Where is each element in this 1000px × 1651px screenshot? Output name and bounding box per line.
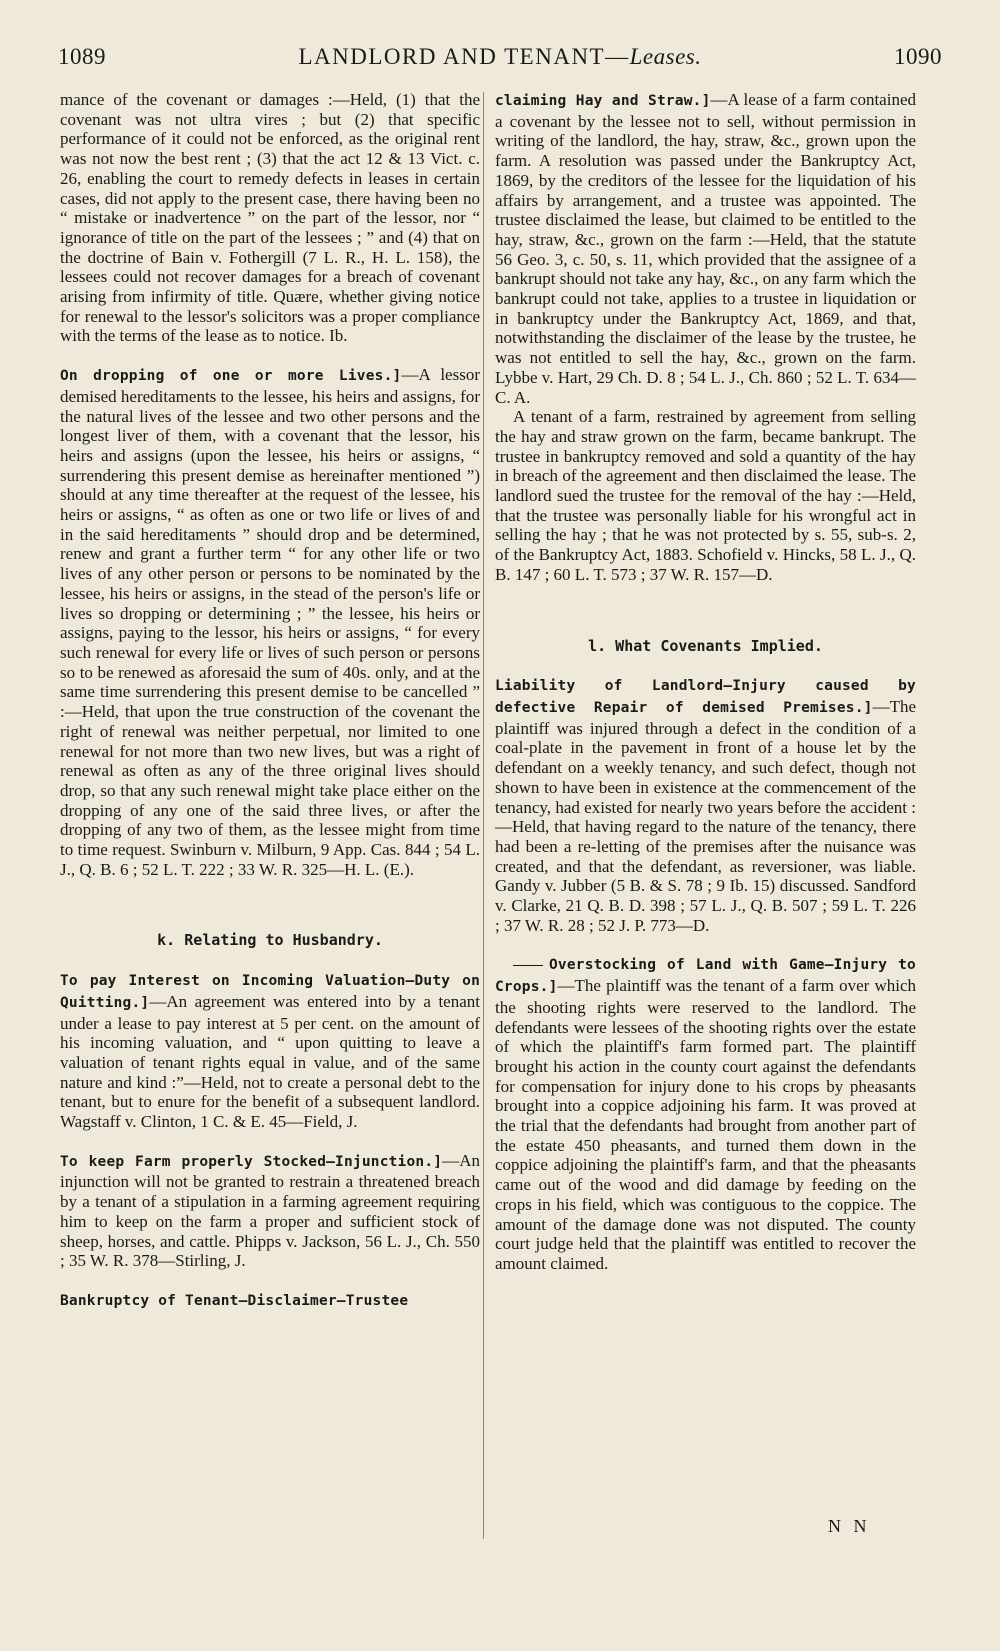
heading-hay: claiming Hay and Straw.] xyxy=(495,93,711,109)
paragraph-stocked: To keep Farm properly Stocked—Injunction.]—An injunction will not be granted to restrain a threatened breach by a tenant of a stipulation in a farming agreement requiring him to keep on the farm a proper and sufficient stock of sheep, horses, and cattle. Phipps v. Jackson, 56 L. J., Ch. 550 ; 35 W. R. 378—Stirling, J. xyxy=(60,1150,480,1271)
left-page-number: 1089 xyxy=(58,44,106,69)
right-page-number: 1090 xyxy=(894,44,942,69)
running-header xyxy=(58,44,942,84)
paragraph-game: Overstocking of Land with Game—Injury to Crops.]—The plaintiff was the tenant of a farm over which the shooting rights were reserved to the landlord. The defendants were lessees of the shooting rights over the estate of which the plaintiff's farm formed part. The plaintiff brought his action in the county court against the defendants for compensation for injury done to his crops by pheasants brought into a coppice adjoining his farm. It was proved at the trial that the defendants had brought from another part of the estate 450 pheasants, and turned them down in the coppice adjoining the plaintiff's farm, and that the pheasants came out of the wood and did damage by feeding on the crops in his field, which was contiguous to the coppice. The amount of the damage done was not disputed. The county court judge held that the plaintiff was entitled to recover the amount claimed. xyxy=(495,957,916,1273)
paragraph-interest: To pay Interest on Incoming Valuation—Duty on Quitting.]—An agreement was entered into by a tenant under a lease to pay interest at 5 per cent. on the amount of his incoming valuation, and “ upon quitting to leave a valuation of tenant rights equal in value, and of the same nature and kind :”—Held, not to create a personal debt to the tenant, but to enure for the benefit of a subsequent landlord. Wagstaff v. Clinton, 1 C. & E. 45—Field, J. xyxy=(60,973,480,1132)
heading-game: Overstocking of Land with Game—Injury to Crops.] xyxy=(495,957,916,996)
ditto-dash xyxy=(513,965,543,966)
paragraph-lives: On dropping of one or more Lives.]—A lessor demised hereditaments to the lessee, his heirs and assigns, for the natural lives of the lessee and two other persons and the longest liver of them, with a covenant that the lessor, his heirs and assigns (upon the lessee, his heirs or assigns, “ surrendering this present demise as hereinafter mentioned ”) should at any time thereafter at the request of the lessee, his heirs or assigns, “ as often as one or two life or lives of and in the said hereditaments ” should drop and be determined, renew and grant a further term “ for any other life or two lives of any other person or persons to be nominated by the lessee, his heirs or assigns, in the stead of the person's life or lives so dropping or determining ; ” the lessee, his heirs or assigns, paying to the lessor, his heirs or assigns, “ for every such renewal for every life or lives of such person or persons so to be renewed as aforesaid the sum of 40s. only, and at the same time surrendering this present demise to be cancelled ” :—Held, that upon the true construction of the covenant the right of renewal was neither perpetual, nor limited to one renewal for not more than two new lives, but was a right of renewal as often as any of the three original lives should drop, so that any such renewal might take place either on the dropping of any one of the said three lives, or after the dropping of any two of them, as the lessee might from time to time request. Swinburn v. Milburn, 9 App. Cas. 844 ; 54 L. J., Q. B. 6 ; 52 L. T. 222 ; 33 W. R. 325—H. L. (E.). xyxy=(60,365,480,879)
paragraph-tenant: A tenant of a farm, restrained by agreement from selling the hay and straw grown on the farm, became bankrupt. The trustee in bankruptcy removed and sold a quantity of the hay in breach of the agreement and then disclaimed the lease. The landlord sued the trustee for the removal of the hay :—Held, that the trustee was personally liable for his wrongful act in selling the hay ; that he was not protected by s. 55, sub-s. 2, of the Bankruptcy Act, 1883. Schofield v. Hincks, 58 L. J., Q. B. 147 ; 60 L. T. 573 ; 37 W. R. 157—D. xyxy=(495,407,916,584)
running-title xyxy=(299,44,702,70)
paragraph-liability: Liability of Landlord—Injury caused by defective Repair of demised Premises.]—The plaintiff was injured through a defect in the condition of a coal-plate in the pavement in front of a house let by the defendant on a weekly tenancy, and such defect, though not shown to have been in existence at the commencement of the tenancy, had existed for nearly two years before the accident :—Held, that having regard to the nature of the tenancy, there had been a re-letting of the premises after the nuisance was created, and that the defendant, as reversioner, was liable. Gandy v. Jubber (5 B. & S. 78 ; 9 Ib. 15) discussed. Sandford v. Clarke, 21 Q. B. D. 398 ; 57 L. J., Q. B. 507 ; 59 L. T. 226 ; 37 W. R. 28 ; 52 J. P. 773—D. xyxy=(495,678,916,935)
paragraph-continued: mance of the covenant or damages :—Held, (1) that the covenant was not ultra vires ; but (2) that specific performance of it could not be enforced, as the original rent was not now the best rent ; (3) that the act 12 & 13 Vict. c. 26, enabling the court to remedy defects in leases in certain cases, did not apply to the present case, there having been no “ mistake or inadvertence ” on the part of the lessor, nor “ ignorance of title on the part of the lessees ; ” and (4) that on the doctrine of Bain v. Fothergill (7 L. R., H. L. 158), the lessees could not recover damages for a breach of covenant arising from infirmity of title. Quære, whether giving notice for renewal to the lessor's solicitors was a proper compliance with the terms of the lease as to notice. Ib. xyxy=(60,90,480,346)
section-heading-l: l. What Covenants Implied. xyxy=(588,636,823,655)
paragraph-bankruptcy xyxy=(60,1290,480,1312)
heading-interest: To pay Interest on Incoming Valuation—Duty on Quitting.] xyxy=(60,973,480,1011)
heading-lives: On dropping of one or more Lives.] xyxy=(60,368,402,385)
left-column xyxy=(60,90,480,1312)
paragraph-hay: claiming Hay and Straw.]—A lease of a farm contained a covenant by the lessee not to sell, without permission in writing of the landlord, the hay, straw, &c., grown upon the farm. A resolution was passed under the Bankruptcy Act, 1869, by the creditors of the lessee for the liquidation of his affairs by arrangement, and a trustee was appointed. The trustee disclaimed the lease, but claimed to be entitled to the hay, straw, &c., grown on the farm :—Held, that the statute 56 Geo. 3, c. 50, s. 11, which provided that the assignee of a bankrupt should not take any hay, &c., on any farm which the bankrupt could not take, applies to a trustee in liquidation or in bankruptcy under the Bankruptcy Act, 1869, and that, notwithstanding the disclaimer of the lease by the trustee, he was not entitled to sell the hay, &c., grown on the farm. Lybbe v. Hart, 29 Ch. D. 8 ; 54 L. J., Ch. 860 ; 52 L. T. 634—C. A. xyxy=(495,90,916,407)
section-heading-k: k. Relating to Husbandry. xyxy=(157,931,383,950)
column-divider xyxy=(483,92,484,1539)
heading-stocked: To keep Farm properly Stocked—Injunction.] xyxy=(60,1153,443,1170)
heading-liability: Liability of Landlord—Injury caused by defective Repair of demised Premises.] xyxy=(495,678,916,716)
running-title-main: LANDLORD AND TENANT— xyxy=(298,44,630,69)
heading-bankruptcy: Bankruptcy of Tenant—Disclaimer—Trustee xyxy=(60,1292,409,1309)
right-column xyxy=(495,90,916,1274)
running-title-italic: Leases. xyxy=(629,44,702,69)
signature-mark: N N xyxy=(828,1516,871,1536)
